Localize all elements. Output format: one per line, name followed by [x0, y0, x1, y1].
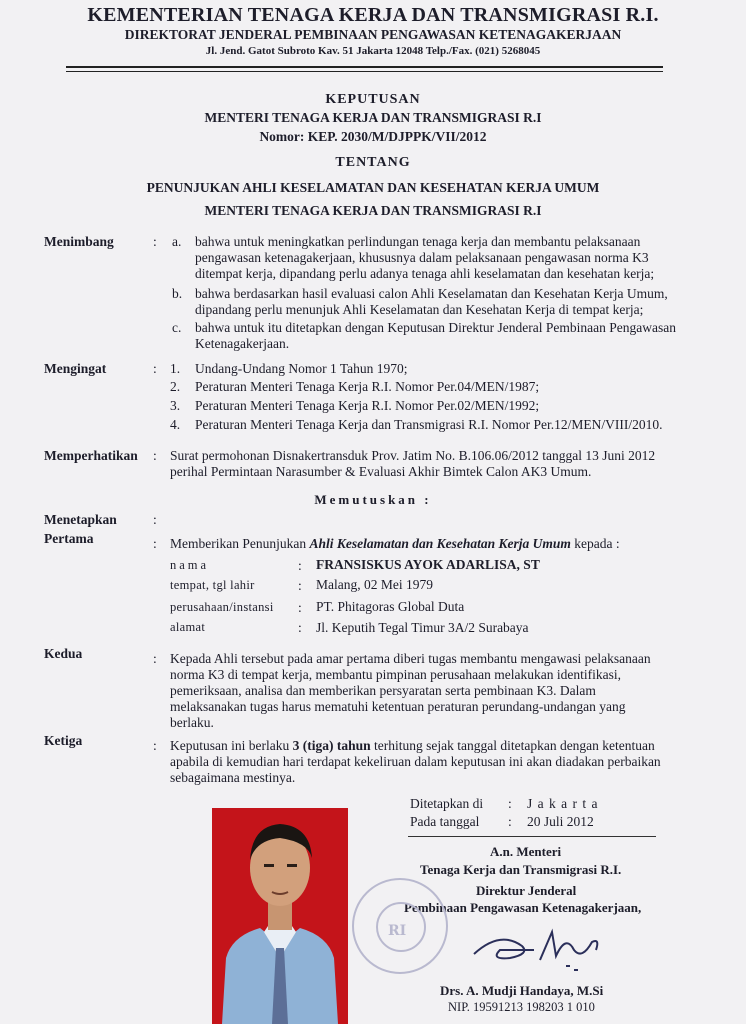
- doc-title-menteri: MENTERI TENAGA KERJA DAN TRANSMIGRASI R.I: [204, 110, 542, 125]
- mengingat-item-3: Peraturan Menteri Tenaga Kerja R.I. Nomor Per.02/MEN/1992;: [195, 398, 540, 413]
- colon: :: [153, 536, 157, 551]
- sig-role-2: Pembinaan Pengawasan Ketenagakerjaan,: [404, 900, 642, 915]
- letterhead-directorate: DIREKTORAT JENDERAL PEMBINAAN PENGAWASAN KETENAGAKERJAAN: [124, 27, 622, 42]
- ttd-divider: [408, 836, 656, 837]
- ditetapkan-label: Ditetapkan di: [410, 796, 484, 811]
- item-mark: 1.: [170, 361, 181, 376]
- colon: :: [508, 814, 512, 829]
- label-pertama: Pertama: [44, 531, 94, 546]
- colon: :: [153, 651, 157, 666]
- field-key-ttl: tempat, tgl lahir: [170, 578, 255, 592]
- official-stamp-icon: [352, 878, 448, 974]
- label-mengingat: Mengingat: [44, 361, 107, 376]
- sig-role-1: Direktur Jenderal: [476, 883, 577, 898]
- mengingat-item-1: Undang-Undang Nomor 1 Tahun 1970;: [195, 361, 408, 376]
- colon: :: [153, 361, 157, 376]
- sig-an: A.n. Menteri: [490, 844, 562, 859]
- menimbang-item-b: bahwa berdasarkan hasil evaluasi calon Ahli Keselamatan dan Kesehatan Kerja Umum, dipandang perlu menunjuk Ahli Keselamatan dan Kesehatan Kerja di tempat kerja;: [195, 286, 668, 317]
- portrait-photo-icon: [212, 808, 348, 1024]
- mengingat-item-2: Peraturan Menteri Tenaga Kerja R.I. Nomor Per.04/MEN/1987;: [195, 379, 540, 394]
- handwritten-signature-icon: [470, 920, 620, 985]
- item-mark: a.: [172, 234, 182, 249]
- colon: :: [298, 558, 302, 573]
- label-ketiga: Ketiga: [44, 733, 83, 748]
- colon: :: [153, 448, 157, 463]
- doc-tentang: TENTANG: [335, 155, 411, 170]
- sig-ministry: Tenaga Kerja dan Transmigrasi R.I.: [420, 862, 622, 877]
- item-mark: c.: [172, 320, 182, 335]
- colon: :: [153, 512, 157, 527]
- svg-text:RI: RI: [388, 923, 407, 939]
- colon: :: [153, 234, 157, 249]
- memutuskan-heading: Memutuskan :: [314, 492, 432, 507]
- colon: :: [298, 620, 302, 635]
- memperhatikan-text: Surat permohonan Disnakertransduk Prov. Jatim No. B.106.06/2012 tanggal 13 Juni 2012 perihal Permintaan Narasumber & Evaluasi Akhir Bimtek Calon AK3 Umum.: [170, 448, 656, 479]
- item-mark: b.: [172, 286, 183, 301]
- colon: :: [153, 738, 157, 753]
- pertama-emphasis: Ahli Keselamatan dan Kesehatan Kerja Umum: [309, 536, 571, 551]
- item-mark: 4.: [170, 417, 181, 432]
- item-mark: 2.: [170, 379, 181, 394]
- mengingat-item-4: Peraturan Menteri Tenaga Kerja dan Transmigrasi R.I. Nomor Per.12/MEN/VIII/2010.: [195, 417, 663, 432]
- label-memperhatikan: Memperhatikan: [44, 448, 138, 463]
- ketiga-text: Keputusan ini berlaku 3 (tiga) tahun terhitung sejak tanggal ditetapkan dengan ketentuan apabila di kemudian hari terdapat kekeliruan dalam keputusan ini akan diadakan perbaikan sebagaimana mestinya.: [170, 738, 661, 785]
- tanggal-label: Pada tanggal: [410, 814, 480, 829]
- pertama-intro: Memberikan Penunjukan Ahli Keselamatan dan Kesehatan Kerja Umum kepada :: [170, 536, 620, 551]
- doc-title-keputusan: KEPUTUSAN: [325, 92, 421, 107]
- letterhead-rule-thick: [66, 66, 663, 68]
- colon: :: [508, 796, 512, 811]
- kedua-text: Kepada Ahli tersebut pada amar pertama diberi tugas membantu mengawasi pelaksanaan norma K3 di tempat kerja, membantu pimpinan perusahaan melakukan identifikasi, pemeriksaan, analisa dan memberikan persyaratan serta pembinaan K3. Dalam melaksanakan tugas harus mematuhi ketentuan peraturan perundang-undangan yang berlaku.: [170, 651, 651, 730]
- doc-number: Nomor: KEP. 2030/M/DJPPK/VII/2012: [259, 129, 487, 144]
- label-kedua: Kedua: [44, 646, 83, 661]
- field-key-perusahaan: perusahaan/instansi: [170, 600, 274, 614]
- field-key-alamat: alamat: [170, 620, 206, 634]
- label-menimbang: Menimbang: [44, 234, 114, 249]
- colon: :: [298, 600, 302, 615]
- sig-name: Drs. A. Mudji Handaya, M.Si: [440, 983, 604, 998]
- field-value-nama: FRANSISKUS AYOK ADARLISA, ST: [316, 557, 540, 572]
- menimbang-item-c: bahwa untuk itu ditetapkan dengan Keputusan Direktur Jenderal Pembinaan Pengawasan Ketenagakerjaan.: [195, 320, 676, 351]
- colon: :: [298, 578, 302, 593]
- field-value-alamat: Jl. Keputih Tegal Timur 3A/2 Surabaya: [316, 620, 529, 635]
- letterhead-address: Jl. Jend. Gatot Subroto Kav. 51 Jakarta 12048 Telp./Fax. (021) 5268045: [205, 45, 541, 57]
- doc-menteri-2: MENTERI TENAGA KERJA DAN TRANSMIGRASI R.I: [204, 203, 542, 218]
- portrait-photo: [212, 808, 348, 1024]
- menimbang-item-a: bahwa untuk meningkatkan perlindungan tenaga kerja dan membantu pelaksanaan pengawasan ketenagakerjaan, khususnya dalam pelaksanaan pengawasan norma K3 ditempat kerja, dipandang perlu adanya tenaga ahli keselamatan dan kesehatan kerja;: [195, 234, 655, 281]
- sig-nip: NIP. 19591213 198203 1 010: [448, 1000, 595, 1014]
- tanggal-value: 20 Juli 2012: [527, 814, 594, 829]
- ditetapkan-place: J a k a r t a: [527, 796, 599, 811]
- letterhead-rule-thin: [66, 71, 663, 72]
- field-key-nama: nama: [170, 558, 210, 572]
- field-value-perusahaan: PT. Phitagoras Global Duta: [316, 599, 465, 614]
- doc-subject: PENUNJUKAN AHLI KESELAMATAN DAN KESEHATAN KERJA UMUM: [146, 180, 600, 195]
- item-mark: 3.: [170, 398, 181, 413]
- letterhead-ministry: KEMENTERIAN TENAGA KERJA DAN TRANSMIGRASI R.I.: [87, 4, 659, 26]
- field-value-ttl: Malang, 02 Mei 1979: [316, 577, 433, 592]
- label-menetapkan: Menetapkan: [44, 512, 117, 527]
